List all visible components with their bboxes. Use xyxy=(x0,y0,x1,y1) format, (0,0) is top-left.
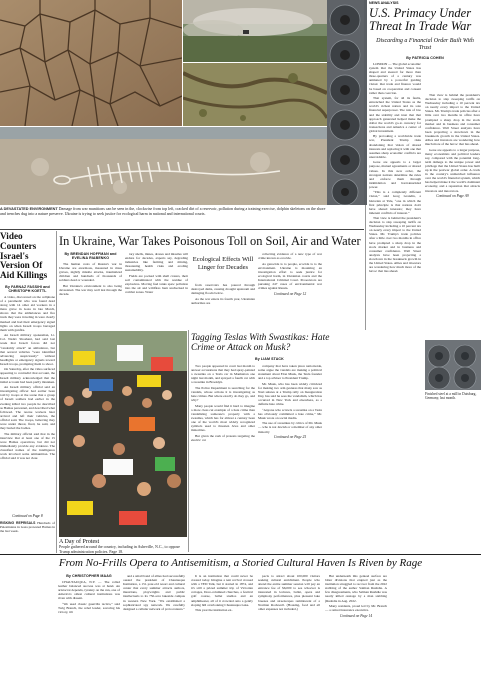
video-counters-byline: By FARNAZ FASSIHI and CHRISTOPH KOETTL xyxy=(5,284,50,293)
us-primacy-subhead: Discarding a Financial Order Built With Trust xyxy=(376,38,474,51)
risking-reprisals: RISKING REPRISALS Hundreds of Palestinians in Gaza protested Hamas in the last week. xyxy=(0,520,55,534)
ukraine-col-2: tary shells, mines, drones and missiles will endure for decades, experts say, degrading industries like farming and mining, threatening health risks and eroding sustainability. Fields are pocked with shell craters, their soil contaminated with the residue of explosives. Moving fuel tanks spew pollution into the air and wildfires burn unchecked in combat zones. Water xyxy=(125,252,188,295)
us-primacy-continued[interactable]: Continued on Page A9 xyxy=(436,194,469,199)
protest-caption xyxy=(59,539,187,555)
video-counters-article xyxy=(0,232,55,533)
ukraine-continued[interactable]: Continued on Page 12 xyxy=(273,291,307,296)
bottom-byline: By CHRISTOPHER MAAG xyxy=(66,574,112,578)
cracked-reservoir-photo xyxy=(0,0,182,126)
protest-crowd-photo xyxy=(59,331,187,537)
tesla-continued[interactable]: Continued on Page 25 xyxy=(273,435,307,440)
dolphin-skeleton-photo xyxy=(0,127,327,205)
steel-coil-photo xyxy=(425,340,481,390)
ukraine-sidebar-headline[interactable]: Ecological Effects Will Linger for Decades xyxy=(192,256,254,271)
ukraine-headline[interactable]: In Ukraine, War Takes Poisonous Toll on Soil, Air and Water xyxy=(59,234,361,248)
steel-photo-caption: Finished steel at a mill in Duisburg, Germany, last month. xyxy=(425,392,477,401)
protest-title[interactable]: A Day of Protest xyxy=(59,539,100,545)
bottom-col-2: and a small band of allies had successfully ousted the president of Chautauqua Institution, a 151-year-old resort and cultural center that every summer attracts authors, musicians, playwrights and public intellectuals to its 750-acre lakeside campus in western New York. “We established a sophisticated spy network. We carefully designed a cellular network of provocateurs.” xyxy=(123,574,185,611)
caption-body: Damage from war munitions can be seen in the, clockwise from top left, cracked dirt of a reservoir, pollution during a training exercise, dolphin skeletons on the shore and trenches dug into a nature preserve. Ukraine is trying to seek justice for ecological harm in national and international courts. xyxy=(0,206,326,216)
tesla-col-2: company that have taken place nationwide, some argue the vandals are making a political statement about Elon Musk, the Tesla founder and a top adviser to President Trump. Mr. Musk, who has been widely criticized for making two arm gestures that many saw as Nazi salutes at a Trump rally on Inauguration Day, has said he sees the vandalism, which has occurred in New York and elsewhere, as a definite hate crime. “Anyone who scrawls a swastika on a Tesla has obviously committed a hate crime,” Mr. Musk wrote on social media. The use of swastikas by critics of Mr. Musk — who is not Jewish or a member of any other minority Continued on Page 25 xyxy=(258,364,322,440)
ukraine-col-3: from reservoirs has poured through destroyed dams, causing drought upstream and damaging floods below. As the war enters its fourth year, Ukrainian authorities are xyxy=(191,283,255,305)
ukraine-byline: By BRENDAN HOFFMAN and EVELINA RIABENKO xyxy=(64,252,117,260)
us-primacy-body-a: LONDON — The global economic system that the United States has shaped and steered for more than three-quarters of a century was animated by a powerful guiding vision: that trade and finance would be based on cooperation and consent rather than coercion. That system, for all its faults, entrenched the United States as the world's richest nation and its sole financial superpower. The rule of law and the stability and trust that that approach generated helped make the dollar the world's go-to currency for transactions and America a center of global investment. By provoking a worldwide trade war, President Trump risks abandoning that vision of shared interests and replacing it with one that assumes sharp economic conflicts are unavoidable. Gone are appeals to a larger purpose, mutual agreements or shared values. In this new order, the strongest nations determine the rules and enforce them through intimidation and hard-knuckled power. “This is a completely different vision,” said Greg Grandin, a historian at Yale, “one in which the first principle is that nations don't have shared interests; they have inherent conflicts of interest.” xyxy=(369,62,421,215)
bottom-col-4: pects to attract about 100,000 visitors seeking cultural enrichment. People who attend the entire summer session will pay an entrance fee of $6,000 to see whoever is interested in lectures, ballet, opera and symphony performances, plus pleasant lake breezes and streetscapes reminiscent of a Norman Rockwell. (Housing, food and all other expenses not included.) xyxy=(258,574,320,611)
caption-lead: A DEVASTATED ENVIRONMENT xyxy=(0,207,58,211)
us-primacy-headline[interactable]: U.S. Primacy Under Threat In Trade War xyxy=(369,6,472,33)
video-counters-continued[interactable]: Continued on Page 8 xyxy=(12,513,43,518)
ukraine-col-1: By BRENDAN HOFFMAN and EVELINA RIABENKO The human costs of Russia's war in Ukraine are enormous, measured in mass graves, nightly missile attacks, traumatized children and hundreds of thousands of soldiers dead or wounded. But Ukraine's environment is also being devastated. The war may well last through the decade. xyxy=(59,252,122,297)
tesla-col-1: Two people appeared in court last month to answer accusations that they had spray-painted a swastika on a Tesla car in Manhattan one night last month, and sprayed a fourth car with a swastika in Brooklyn. The Police Department is searching for the vandals, whose actions it is investigating as hate crimes. But where exactly do they go, and why? Many people would find it hard to imagine a more clear-cut example of a hate crime than vandalizing someone's property with a swastika, which has for almost a century been one of the world's most widely recognized symbols used to threaten Jews and other minorities. But given the rash of protests targeting the electric car xyxy=(191,364,255,442)
bottom-col-1: By CHRISTOPHER MAAG CHAUTAUQUA, N.Y. — The rolled leather balanced success was at hand. An aristocrat depends, tyranny on the run, one of America's oldest cultural institutions was riven with dissent. “We used classic guerrilla tactics,” said Twig Branch, the rebel leader, savoring his victory, tilt xyxy=(58,574,120,615)
video-counters-body: A video, discovered on the cellphone of a paramedic who was found dead along with 14 other aid workers in a mass grave in Gaza in late March, shows that the ambulances and fire truck they were traveling in were clearly marked and had their emergency signal lights on when Israeli troops barraged them with gunfire. An Israeli military spokesman, Lt. Col. Nadav Shoshani, had said last week that Israeli forces did not “randomly attack” an ambulance, but that several vehicles “were identified advancing suspiciously” without headlights or emergency signals toward Israeli troops, prompting them to shoot. On Saturday, after the video surfaced appearing to contradict that account, the Israeli military acknowledged that the initial account had been partly mistaken. An Israeli military official said an investigating officer had earlier been told by troops at the scene that a group of Israeli soldiers had earlier in the evening killed two people he described as Hamas personnel, and described what followed. The rescue workers later arrived and left their vehicles, the official said. The troops, believing they were under threat, fired, he said, and they buried the bodies. The military official said that in the interview that at least one of the 15 were Hamas operatives, but did not immediately provide any evidence. The classified names of the intelligence work involved some ammunition. The official said it was not clear. xyxy=(0,294,55,461)
kicker-news-analysis: NEWS ANALYSIS xyxy=(369,1,399,5)
video-counters-headline[interactable]: Video Counters Israel's Version Of Aid Killings xyxy=(0,231,48,281)
bottom-continued[interactable]: Continued on Page 14 xyxy=(339,613,373,618)
bottom-col-3: It is an institution that could never be created today. Imagine a tent revival crossed with a TED Talk, but it started in 1874, and it's still a prized summer trip of Victorian cottages, Dore-columned churches, a festival golf course, ballet studios and an amphitheater, all of it crowded onto a gently sloping hill overlooking Chautauqua Lake. This year the institution ex- xyxy=(191,574,253,613)
top-photo-caption xyxy=(0,207,327,217)
ukraine-col-4: collecting evidence of a new type of war crime known as ecocide. As genocide is to people, ecocide is to the environment. Ukraine is mounting an investigation effort to seek justice for ecological harm, in Ukrainian courts and the International Criminal Court. Prosecutors are pursuing 247 cases of environmental war crimes against Russia. Continued on Page 12 xyxy=(258,252,322,296)
trenches-photo xyxy=(183,63,327,126)
tesla-headline[interactable]: Tagging Teslas With Swastikas: Hate Crime or Attack on Musk? xyxy=(191,333,330,354)
us-primacy-body-c: That view is behind the president's decision to slap sweeping tariffs on Wednesday including a 10 percent tax on nearly every import to the United States. Mr. Trump's trade policies after a little over two months in office have prompted a sharp drop in the stock market and in business and consumer confidence. Wall Street analysts have been projecting a slowdown in the breakneck growth in the United States. Allies and investors are wondering how much more of the havoc that lies ahead. xyxy=(369,216,421,274)
tesla-byline: By LIAM STACK xyxy=(255,357,284,361)
steel-coils-tall-photo xyxy=(327,0,364,205)
bottom-col-5: But underneath this genteel surface are bitter divisions that erupted just as the institution struggled to recover from the 2022 stabbing of the author Salman Rushdie. A few disagreements, who Salman Rushdie was nearly killed onstage by a man stabbing (Rushdie in Aug. 2022. Many residents, proud led by Mr. Branch — a retired insurance executive. Continued on Page 14 xyxy=(325,574,387,618)
protest-caption-body: People gathered around the country, including in Asheville, N.C., to oppose Trump administration policies. Page 18. xyxy=(59,544,180,554)
us-primacy-body-b: That view is behind the president's decision to slap sweeping tariffs on Wednesday including a 10 percent tax on nearly every import to the United States. Mr. Trump's trade policies after a little over two months in office have prompted a sharp drop in the stock market and in business and consumer confidence. Wall Street analysts have been projecting a slowdown in the breakneck growth in the United States. Allies and investors are wondering how much more of the havoc that lies ahead. Gone are appeals to a larger purpose, many economists and political leaders say, compared with the potential long-term damage to the unique power and privilege that the United States has built up in the postwar global order. A crack in the country's unmatched influence over the world's financial system, which has helped make it the world's dominant economy, and a reputation that attracts investors and innovators. Continued on Page A9 xyxy=(425,93,480,199)
us-primacy-byline: By PATRICIA COHEN xyxy=(406,56,444,60)
bottom-headline[interactable]: From No-Frills Opera to Antisemitism, a Storied Cultural Haven Is Riven by Rage xyxy=(58,557,423,569)
pollution-field-photo xyxy=(183,0,327,62)
